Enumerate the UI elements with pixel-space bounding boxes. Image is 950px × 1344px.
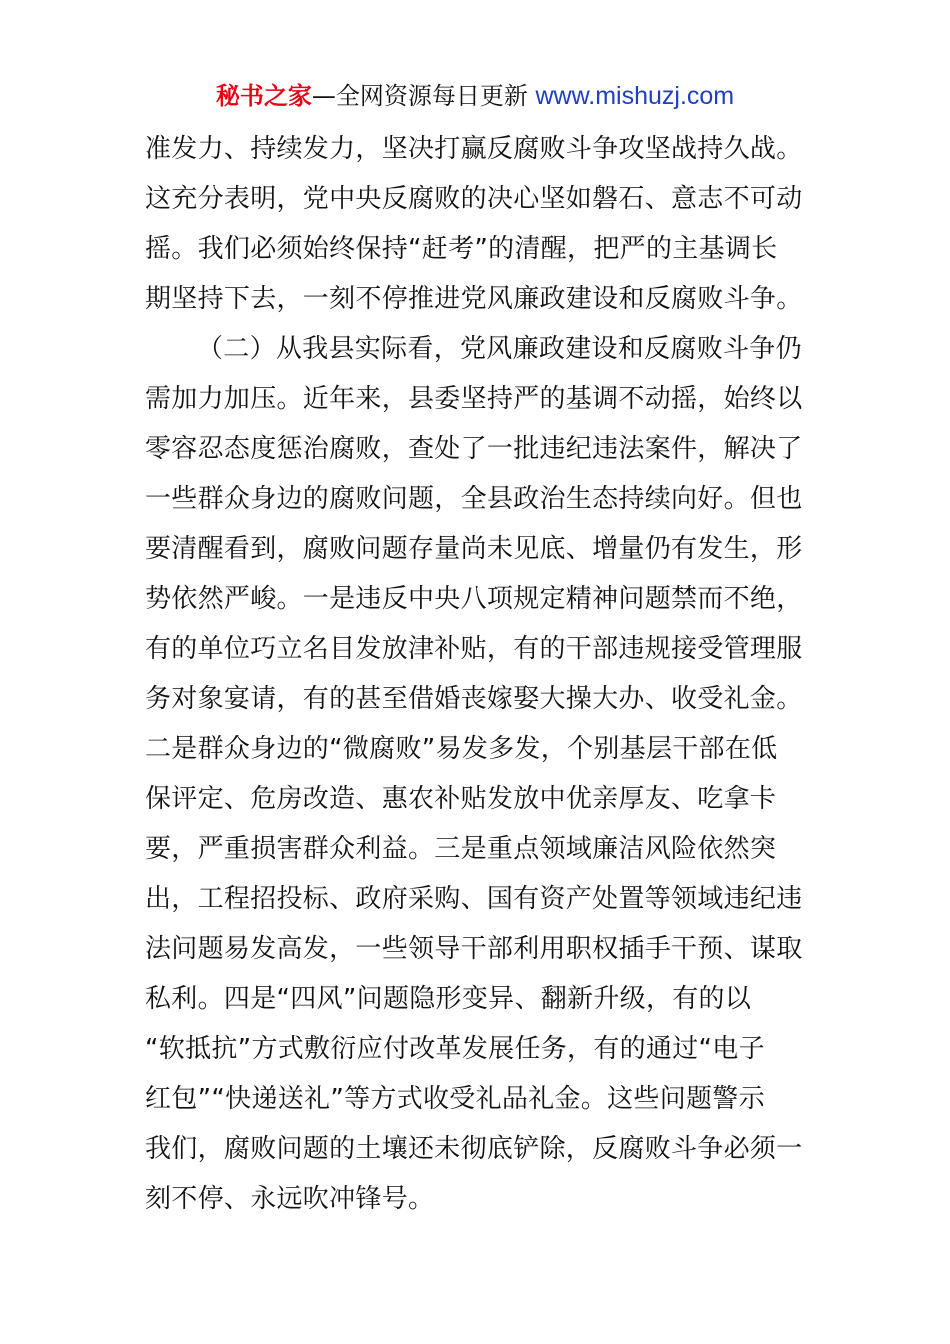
text-line: 刻不停、永远吹冲锋号。: [145, 1184, 435, 1214]
text-line: 我们，腐败问题的土壤还未彻底铲除，反腐败斗争必须一: [145, 1134, 803, 1164]
text-line: 红包”“快递送礼”等方式收受礼品礼金。这些问题警示: [145, 1084, 765, 1114]
site-url-link[interactable]: www.mishuzj.com: [535, 82, 735, 110]
paragraph-1: [145, 124, 815, 324]
text-line: （二）从我县实际看，党风廉政建设和反腐败斗争仍: [197, 334, 802, 364]
text-line: 出，工程招投标、政府采购、国有资产处置等领域违纪违: [145, 884, 803, 914]
text-line: 准发力、持续发力，坚决打赢反腐败斗争攻坚战持久战。: [145, 134, 803, 164]
text-line: 期坚持下去，一刻不停推进党风廉政建设和反腐败斗争。: [145, 284, 803, 314]
text-line: 保评定、危房改造、惠农补贴发放中优亲厚友、吃拿卡: [145, 784, 777, 814]
page-header: [0, 80, 950, 112]
site-tagline: —全网资源每日更新: [311, 82, 536, 110]
text-line: 零容忍态度惩治腐败，查处了一批违纪违法案件，解决了: [145, 434, 803, 464]
text-line: 一些群众身边的腐败问题，全县政治生态持续向好。但也: [145, 484, 803, 514]
text-line: 需加力加压。近年来，县委坚持严的基调不动摇，始终以: [145, 384, 803, 414]
text-line: 势依然严峻。一是违反中央八项规定精神问题禁而不绝，: [145, 584, 803, 614]
text-line: 私利。四是“四风”问题隐形变异、翻新升级，有的以: [145, 984, 752, 1014]
text-line: 摇。我们必须始终保持“赶考”的清醒，把严的主基调长: [145, 234, 778, 264]
text-line: “软抵抗”方式敷衍应付改革发展任务，有的通过“电子: [145, 1034, 765, 1064]
text-line: 务对象宴请，有的甚至借婚丧嫁娶大操大办、收受礼金。: [145, 684, 803, 714]
text-line: 二是群众身边的“微腐败”易发多发，个别基层干部在低: [145, 734, 778, 764]
text-line: 这充分表明，党中央反腐败的决心坚如磐石、意志不可动: [145, 184, 803, 214]
text-line: 要清醒看到，腐败问题存量尚未见底、增量仍有发生，形: [145, 534, 803, 564]
site-brand: 秘书之家: [215, 82, 312, 110]
text-line: 要，严重损害群众利益。三是重点领域廉洁风险依然突: [145, 834, 777, 864]
document-body: [145, 124, 815, 1224]
text-line: 有的单位巧立名目发放津补贴，有的干部违规接受管理服: [145, 634, 803, 664]
paragraph-2: [145, 324, 815, 1224]
text-line: 法问题易发高发，一些领导干部利用职权插手干预、谋取: [145, 934, 803, 964]
